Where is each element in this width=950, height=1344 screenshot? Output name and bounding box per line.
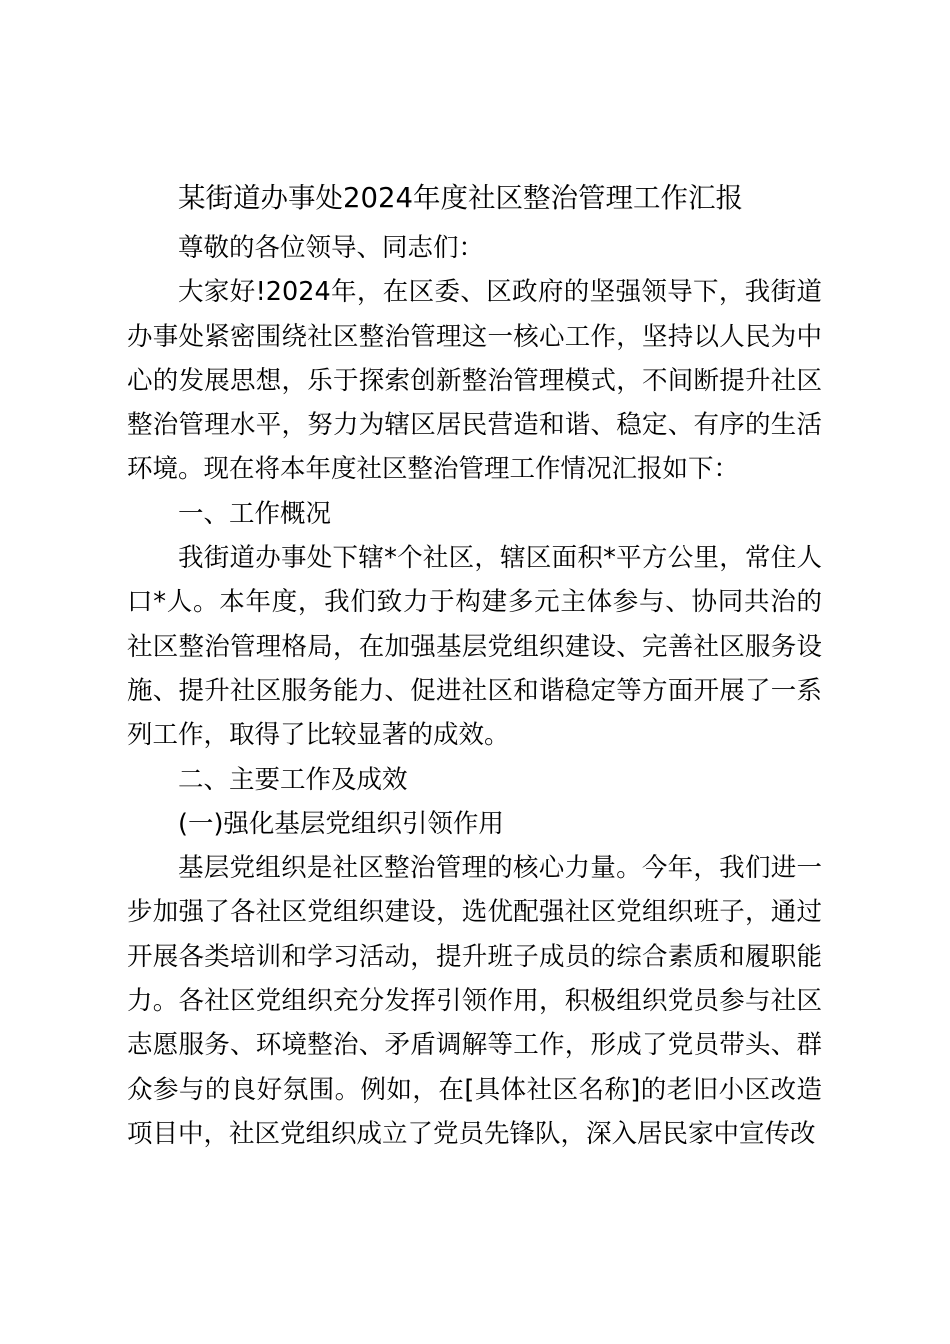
overview-paragraph: 我街道办事处下辖*个社区，辖区面积*平方公里，常住人口*人。本年度，我们致力于构建多元主体参与、协同共治的社区整治管理格局，在加强基层党组织建设、完善社区服务设施、提升社区服务能力、促进社区和谐稳定等方面开展了一系列工作，取得了比较显著的成效。	[127, 543, 822, 751]
section-heading-main-work: 二、主要工作及成效	[178, 764, 408, 795]
subsection-heading-party: (一)强化基层党组织引领作用	[178, 808, 504, 839]
document-title: 某街道办事处2024年度社区整治管理工作汇报	[178, 182, 743, 214]
document-body	[127, 226, 822, 1156]
section-heading-overview: 一、工作概况	[178, 498, 332, 529]
intro-paragraph: 大家好!2024年，在区委、区政府的坚强领导下，我街道办事处紧密围绕社区整治管理这一核心工作，坚持以人民为中心的发展思想，乐于探索创新整治管理模式，不间断提升社区整治管理水平，努力为辖区居民营造和谐、稳定、有序的生活环境。现在将本年度社区整治管理工作情况汇报如下：	[127, 277, 822, 485]
salutation-paragraph: 尊敬的各位领导、同志们：	[178, 233, 485, 263]
party-paragraph: 基层党组织是社区整治管理的核心力量。今年，我们进一步加强了各社区党组织建设，选优配强社区党组织班子，通过开展各类培训和学习活动，提升班子成员的综合素质和履职能力。各社区党组织充分发挥引领作用，积极组织党员参与社区志愿服务、环境整治、矛盾调解等工作，形成了党员带头、群众参与的良好氛围。例如，在[具体社区名称]的老旧小区改造项目中，社区党组织成立了党员先锋队，深入居民家中宣传改	[127, 853, 822, 1149]
